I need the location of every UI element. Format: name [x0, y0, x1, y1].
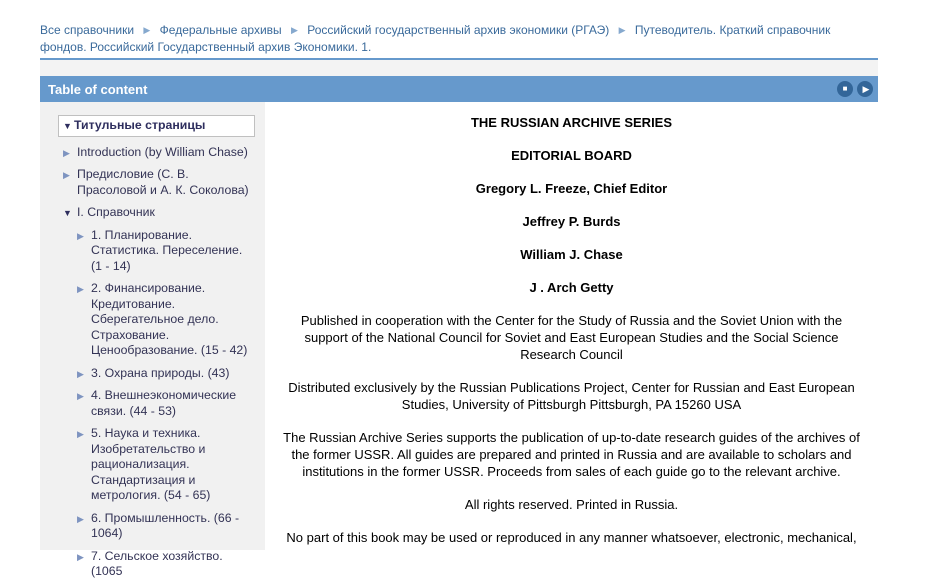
content-paragraph: The Russian Archive Series supports the publication of up-to-date research guides of the archives of the former USSR. All guides are prepared and printed in Russia and are available to scholars and institutions in the former USSR. Proceeds from sales of each guide go to the relevant archive. — [283, 430, 860, 479]
toc-item-label: I. Справочник — [77, 205, 155, 219]
content-area — [265, 102, 878, 550]
toc-item-label: Предисловие (С. В. Прасоловой и А. К. Соколова) — [77, 167, 249, 197]
toc-item-label: 3. Охрана природы. (43) — [91, 365, 230, 380]
toc-item-section-2[interactable] — [76, 281, 255, 359]
toc-item-spravochnik[interactable] — [62, 205, 255, 221]
breadcrumb-link-rgae[interactable]: Российский государственный архив экономики (РГАЭ) — [307, 23, 610, 37]
toc-item-label: 2. Финансирование. Кредитование. Сберегательное дело. Страхование. Ценообразование. (15 - 42) — [91, 281, 248, 357]
content-paragraph: Distributed exclusively by the Russian Publications Project, Center for Russian and East European Studies, University of Pittsburgh Pittsburgh, PA 15260 USA — [288, 380, 855, 412]
toc-sidebar — [40, 102, 265, 578]
titlebar-buttons — [833, 81, 873, 97]
triangle-expanded-icon: ▼ — [63, 121, 72, 131]
toc-item-section-1[interactable] — [76, 228, 255, 275]
toc-item-label: 6. Промышленность. (66 - 1064) — [91, 510, 240, 540]
triangle-collapsed-icon: ▶ — [77, 230, 84, 241]
breadcrumb — [40, 22, 878, 55]
triangle-collapsed-icon: ▶ — [77, 391, 84, 401]
toc-item-introduction[interactable] — [62, 145, 255, 161]
content-heading: Jeffrey P. Burds — [522, 214, 621, 229]
toc-item-predislovie[interactable] — [62, 167, 255, 198]
breadcrumb-link-guide[interactable]: Путеводитель. Краткий справочник фондов. Российский Государственный архив Экономики. 1. — [40, 23, 831, 54]
panel-body — [40, 102, 878, 578]
titlebar-stop-button[interactable] — [837, 81, 853, 97]
toc-item-section-3[interactable] — [76, 366, 255, 382]
breadcrumb-link-all-directories[interactable]: Все справочники — [40, 23, 135, 37]
breadcrumb-separator-icon: ▶ — [291, 25, 298, 35]
toc-item-label: 4. Внешнеэкономические связи. (44 - 53) — [91, 388, 237, 418]
play-icon: ▶ — [862, 83, 870, 94]
content-heading: William J. Chase — [520, 247, 623, 262]
toc-panel — [40, 60, 878, 578]
toc-item-label: 5. Наука и техника. Изобретательство и рационализация. Стандартизация и метрология. (54 - 65) — [91, 426, 211, 502]
toc-item-section-6[interactable] — [76, 511, 255, 542]
triangle-collapsed-icon: ▶ — [77, 551, 84, 562]
toc-item-label: Титульные страницы — [74, 118, 206, 132]
triangle-collapsed-icon: ▶ — [77, 513, 84, 524]
triangle-collapsed-icon: ▶ — [77, 368, 84, 379]
breadcrumb-separator-icon: ▶ — [143, 25, 151, 35]
breadcrumb-link-federal-archives[interactable]: Федеральные архивы — [159, 23, 282, 37]
toc-item-section-5[interactable] — [76, 426, 255, 504]
triangle-collapsed-icon: ▶ — [63, 170, 70, 180]
breadcrumb-separator-icon: ▶ — [618, 25, 626, 35]
triangle-collapsed-icon: ▶ — [63, 147, 70, 158]
toc-item-title-pages[interactable] — [58, 115, 255, 137]
triangle-collapsed-icon: ▶ — [77, 284, 84, 294]
panel-titlebar — [40, 76, 878, 102]
toc-item-label: 1. Планирование. Статистика. Переселение. (1 - 14) — [91, 227, 243, 273]
top-bar — [40, 22, 878, 60]
toc-item-section-7[interactable] — [76, 549, 255, 580]
content-paragraph: No part of this book may be used or reproduced in any manner whatsoever, electronic, mechanical, — [286, 530, 857, 545]
content-heading: Gregory L. Freeze, Chief Editor — [475, 181, 668, 196]
toc-item-label: Introduction (by William Chase) — [77, 144, 248, 159]
content-paragraph: Published in cooperation with the Center for the Study of Russia and the Soviet Union with the support of the National Council for Soviet and East European Studies and the Social Science Research Council — [300, 313, 843, 362]
triangle-expanded-icon: ▼ — [63, 208, 72, 218]
content-heading: J . Arch Getty — [529, 280, 614, 295]
toc-item-section-4[interactable] — [76, 388, 255, 419]
toc-item-label: 7. Сельское хозяйство. (1065 — [91, 548, 223, 578]
titlebar-play-button[interactable] — [857, 81, 873, 97]
content-heading: THE RUSSIAN ARCHIVE SERIES — [470, 115, 673, 130]
panel-title: Table of content — [48, 81, 148, 97]
triangle-collapsed-icon: ▶ — [77, 429, 84, 439]
content-paragraph: All rights reserved. Printed in Russia. — [464, 497, 679, 512]
page — [0, 22, 935, 578]
panel-gap — [40, 60, 878, 76]
stop-icon: ■ — [842, 84, 848, 93]
content-heading: EDITORIAL BOARD — [511, 148, 632, 163]
